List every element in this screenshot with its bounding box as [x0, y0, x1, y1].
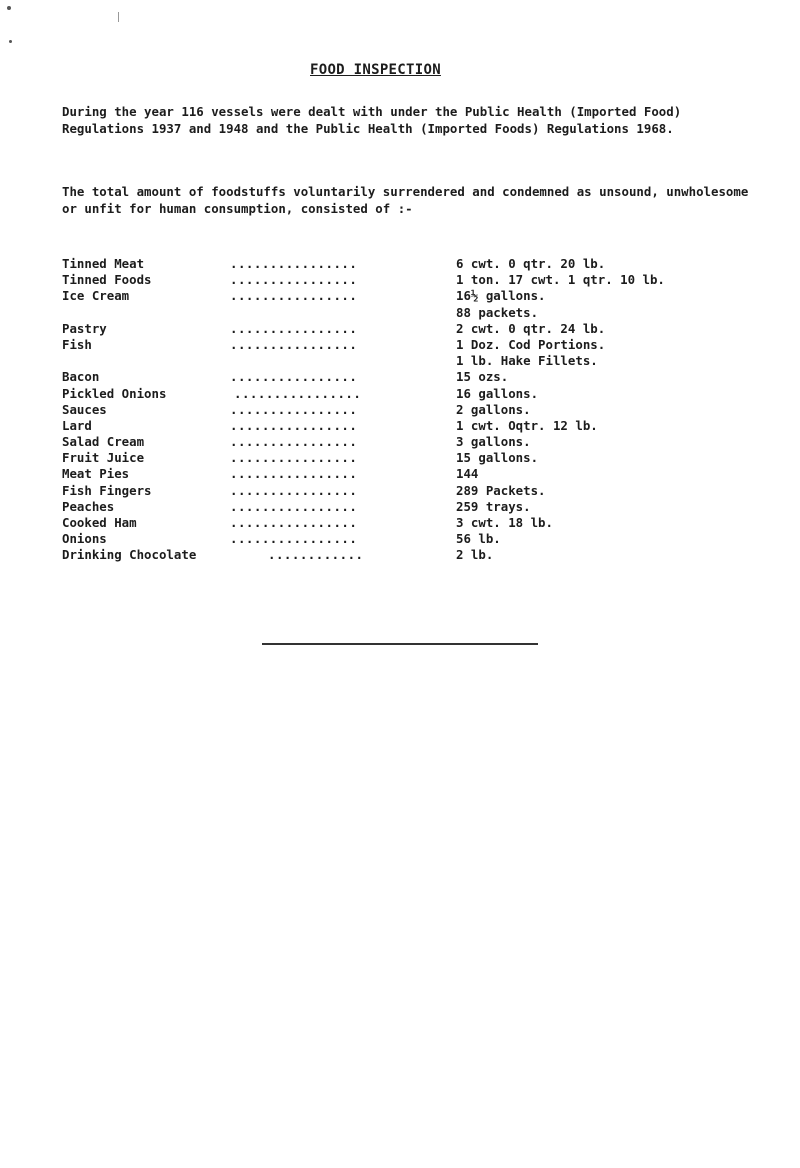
food-quantity: 15 ozs.: [456, 369, 509, 385]
leader-dots: ................: [230, 498, 358, 514]
list-item: [62, 515, 782, 531]
leader-dots: ................: [230, 272, 358, 288]
food-item: Fish Fingers: [62, 482, 152, 498]
food-quantity: 144: [456, 466, 479, 482]
food-item: Tinned Meat: [62, 256, 145, 271]
leader-dots: ................: [230, 256, 358, 271]
list-item: [62, 337, 782, 369]
food-quantity: 16½ gallons.: [456, 288, 546, 304]
leader-dots: ................: [230, 320, 358, 336]
list-item: [62, 531, 782, 547]
leader-dots: ................: [234, 385, 362, 401]
food-quantity: 289 Packets.: [456, 482, 546, 498]
food-item: Tinned Foods: [62, 272, 152, 288]
food-item: Fish: [62, 336, 92, 352]
leader-dots: ................: [230, 288, 358, 304]
food-quantity: 56 lb.: [456, 531, 501, 547]
food-quantity: 3 gallons.: [456, 434, 531, 450]
food-item: Ice Cream: [62, 288, 130, 304]
food-quantity: 15 gallons.: [456, 450, 539, 466]
leader-dots: ................: [230, 482, 358, 498]
food-item: Pickled Onions: [62, 385, 167, 401]
food-quantity: 1 cwt. Oqtr. 12 lb.: [456, 417, 598, 433]
leader-dots: ................: [230, 369, 358, 385]
leader-dots: ................: [230, 450, 358, 466]
food-item: Cooked Ham: [62, 515, 137, 531]
leader-dots: ................: [230, 434, 358, 450]
food-quantity: 259 trays.: [456, 498, 531, 514]
leader-dots: ................: [230, 401, 358, 417]
list-item: [62, 450, 782, 466]
scan-speck: [9, 40, 12, 43]
food-item: Onions: [62, 531, 107, 547]
list-item: [62, 466, 782, 482]
food-item: Salad Cream: [62, 434, 145, 450]
food-quantity: 1 Doz. Cod Portions.: [456, 336, 606, 352]
section-divider: [262, 643, 538, 645]
leader-dots: ................: [230, 336, 358, 352]
list-item: [62, 547, 782, 563]
food-item: Meat Pies: [62, 466, 130, 482]
food-quantity: 3 cwt. 18 lb.: [456, 515, 553, 531]
list-item: [62, 369, 782, 385]
food-quantity: 16 gallons.: [456, 385, 539, 401]
food-item: Drinking Chocolate: [62, 547, 197, 563]
food-quantity: 1 ton. 17 cwt. 1 qtr. 10 lb.: [456, 272, 665, 288]
list-item: [62, 483, 782, 499]
food-quantity: 2 gallons.: [456, 401, 531, 417]
condemned-paragraph: The total amount of foodstuffs voluntarily surrendered and condemned as unsound, unwholesome or unfit for human consumption, consisted of :-: [62, 184, 749, 216]
food-quantity: 2 cwt. 0 qtr. 24 lb.: [456, 320, 606, 336]
food-quantity: 6 cwt. 0 qtr. 20 lb.: [456, 256, 606, 271]
leader-dots: ................: [230, 466, 358, 482]
food-item: Fruit Juice: [62, 450, 145, 466]
food-quantity: 2 lb.: [456, 547, 494, 563]
list-item: [62, 499, 782, 515]
food-item: Peaches: [62, 498, 115, 514]
list-item: [62, 418, 782, 434]
page-title: FOOD INSPECTION: [310, 62, 441, 78]
list-item: [62, 256, 782, 272]
food-item: Lard: [62, 417, 92, 433]
leader-dots: ................: [230, 531, 358, 547]
list-item: [62, 402, 782, 418]
food-quantity-secondary: 88 packets.: [456, 304, 539, 320]
food-item: Bacon: [62, 369, 100, 385]
list-item: [62, 321, 782, 337]
food-quantity-secondary: 1 lb. Hake Fillets.: [456, 353, 598, 369]
list-item: [62, 272, 782, 288]
food-item: Pastry: [62, 320, 107, 336]
leader-dots: ................: [230, 417, 358, 433]
list-item: [62, 288, 782, 320]
food-item: Sauces: [62, 401, 107, 417]
list-item: [62, 386, 782, 402]
leader-dots: ............: [268, 547, 364, 563]
leader-dots: ................: [230, 515, 358, 531]
list-item: [62, 434, 782, 450]
condemned-foods-list: [62, 256, 782, 564]
intro-paragraph: During the year 116 vessels were dealt with under the Public Health (Imported Food) Regulations 1937 and 1948 and the Public Health (Imported Foods) Regulations 1968.: [62, 104, 682, 136]
scan-speck: [7, 6, 11, 10]
scan-speck: [118, 12, 119, 22]
